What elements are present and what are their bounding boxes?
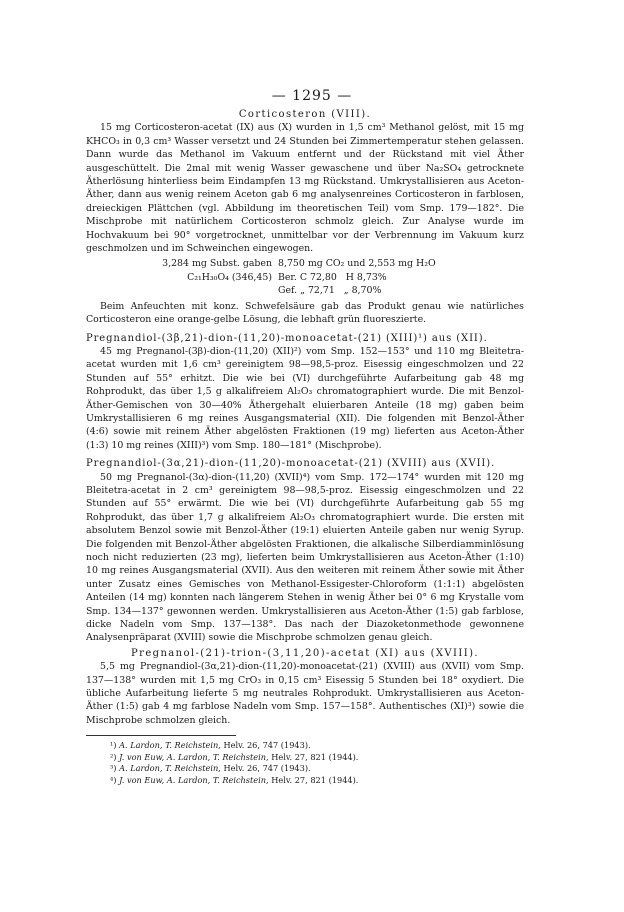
section-heading-xiii: Pregnandiol-(3β,21)-dion-(11,20)-monoacetat-(21) (XIII)¹) aus (XII). (86, 332, 488, 344)
analysis-right: Ber. C 72,80 H 8,73% (278, 271, 387, 283)
paragraph: 5,5 mg Pregnandiol-(3α,21)-dion-(11,20)-monoacetat-(21) (XVIII) aus (XVII) vom Smp. 137—138° wurden mit 1,5 mg CrO₃ in 0,15 cm³ Eisessig 5 Stunden bei 18° oxydiert. Die übliche Aufarbeitung lieferte 5 mg neutrales Rohprodukt. Umkrystallisieren aus Aceton-Äther (1:5) gab 4 mg farblose Nadeln vom Smp. 157—158°. Authentisches (XI)³) sowie die Mischprobe schmolzen gleich. (86, 661, 524, 726)
analysis-row (86, 284, 524, 297)
footnote-divider (86, 735, 236, 736)
footnote (86, 763, 524, 775)
footnote-ref: Helv. 27, 821 (1944). (271, 775, 359, 786)
section-heading-xviii: Pregnandiol-(3α,21)-dion-(11,20)-monoacetat-(21) (XVIII) aus (XVII). (86, 458, 496, 470)
footnote-mark: ¹) (110, 740, 117, 751)
footnote-ref: Helv. 27, 821 (1944). (271, 751, 359, 762)
footnote-ref: Helv. 26, 747 (1943). (223, 740, 311, 751)
analysis-left: 3,284 mg Subst. gaben (162, 258, 272, 270)
footnote-authors: J. von Euw, A. Lardon, T. Reichstein, (119, 775, 269, 786)
footnote (86, 740, 524, 752)
footnote-authors: J. von Euw, A. Lardon, T. Reichstein, (119, 751, 269, 762)
analysis-left (86, 284, 278, 297)
section-heading-corticosteron: Corticosteron (VIII). (238, 109, 372, 120)
footnote-authors: A. Lardon, T. Reichstein, (119, 740, 221, 751)
elemental-analysis (86, 257, 524, 297)
footnote-mark: ⁴) (110, 775, 117, 786)
paragraph: 50 mg Pregnanol-(3α)-dion-(11,20) (XVII)⁴) vom Smp. 172—174° wurden mit 120 mg Bleitetra-acetat in 2 cm³ gereinigtem 98—98,5-proz. Eisessig eingeschmolzen und 22 Stunden auf 55° erwärmt. Die wie bei (VI) durchgeführte Aufarbeitung gab 55 mg Rohprodukt, das über 1,7 g alkalifreiem Al₂O₃ chromatographiert wurde. Die ersten mit absolutem Benzol sowie mit Benzol-Äther (19:1) eluierten Anteile gaben nur wenig Syrup. Die folgenden mit Benzol-Äther abgelösten Fraktionen, die alkalische Silberdiamminlösung noch nicht reduzierten (23 mg), lieferten beim Umkrystallisieren aus Aceton-Äther (1:10) 10 mg reines Ausgangsmaterial (XVII). Aus den weiteren mit reinem Äther sowie mit Äther unter Zusatz eines Gemisches von Methanol-Essigester-Chloroform (1:1:1) abgelösten Anteilen (14 mg) konnten nach längerem Stehen in wenig Äther bei 0° 6 mg Krystalle vom Smp. 134—137° gewonnen werden. Umkrystallisieren aus Aceton-Äther (1:5) gab farblose, dicke Nadeln vom Smp. 137—138°. Das nach der Diazoketonmethode gewonnene Analysenpräparat (XVIII) sowie die Mischprobe schmolzen genau gleich. (86, 471, 524, 644)
paragraph: Beim Anfeuchten mit konz. Schwefelsäure gab das Produkt genau wie natürliches Corticosteron eine orange-gelbe Lösung, die lebhaft grün fluoreszierte. (86, 300, 524, 326)
analysis-left: C₂₁H₃₀O₄ (346,45) (187, 271, 272, 283)
footnote-mark: ³) (110, 763, 117, 774)
footnote (86, 752, 524, 764)
analysis-right: 8,750 mg CO₂ und 2,553 mg H₂O (278, 258, 436, 270)
footnote-mark: ²) (110, 751, 117, 762)
paragraph: 15 mg Corticosteron-acetat (IX) aus (X) wurden in 1,5 cm³ Methanol gelöst, mit 15 mg KHCO₃ in 0,3 cm³ Wasser versetzt und 24 Stunden bei Zimmertemperatur stehen gelassen. Dann wurde das Methanol im Vakuum entfernt und der Rückstand mit viel Äther ausgeschüttelt. Die 2mal mit wenig Wasser gewaschene und über Na₂SO₄ getrocknete Ätherlösung hinterliess beim Eindampfen 13 mg Rückstand. Umkrystallisieren aus Aceton-Äther, dann aus wenig reinem Aceton gab 6 mg analysenreines Corticosteron in farblosen, dreieckigen Plättchen (vgl. Abbildung im theoretischen Teil) vom Smp. 179—182°. Die Mischprobe mit natürlichem Corticosteron schmolz gleich. Zur Analyse wurde im Hochvakuum bei 90° vorgetrocknet, unmittelbar vor der Verbrennung im Vakuum kurz geschmolzen und im Schweinchen eingewogen. (86, 122, 524, 255)
footnote-authors: A. Lardon, T. Reichstein, (119, 763, 221, 774)
page-number: — 1295 — (271, 88, 353, 104)
section-heading-xi: Pregnanol-(21)-trion-(3,11,20)-acetat (XI) aus (XVIII). (131, 647, 479, 659)
paragraph: 45 mg Pregnanol-(3β)-dion-(11,20) (XII)²) vom Smp. 152—153° und 110 mg Bleitetra-acetat wurden mit 1,6 cm³ gereinigtem 98—98,5-proz. Eisessig eingeschmolzen und 22 Stunden auf 55° erhitzt. Die wie bei (VI) durchgeführte Aufarbeitung gab 48 mg Rohprodukt, das über 1,5 g alkalifreiem Al₂O₃ chromatographiert wurde. Die mit Benzol-Äther-Gemischen von 30—40% Äthergehalt eluierbaren Anteile (18 mg) gaben beim Umkrystallisieren 6 mg reines Ausgangsmaterial (XII). Die folgenden mit Benzol-Äther (4:6) sowie mit reinem Äther abgelösten Fraktionen (19 mg) lieferten aus Aceton-Äther (1:3) 10 mg reines (XIII)³) vom Smp. 180—181° (Mischprobe). (86, 345, 524, 451)
document-body (86, 106, 524, 787)
footnote-ref: Helv. 26, 747 (1943). (223, 763, 311, 774)
analysis-right: Gef. „ 72,71 „ 8,70% (278, 285, 382, 297)
footnote (86, 775, 524, 787)
analysis-row (86, 271, 524, 284)
analysis-row (86, 257, 524, 270)
